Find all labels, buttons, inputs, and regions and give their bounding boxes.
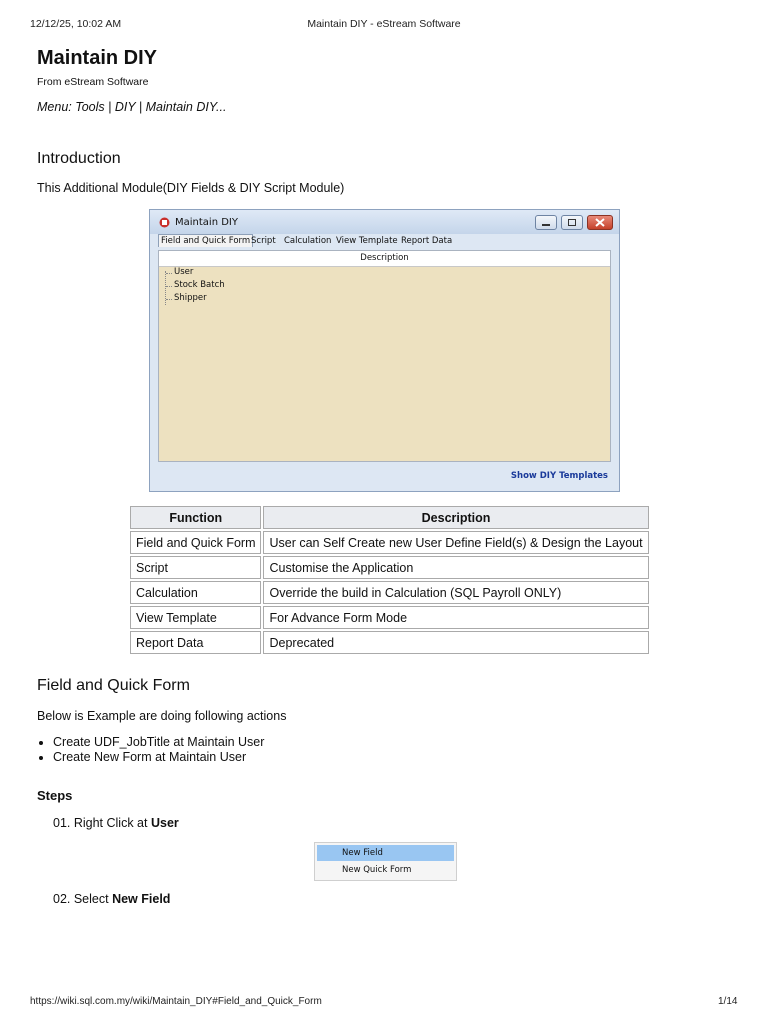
steps-heading: Steps [37,788,73,803]
tree-panel [158,250,611,462]
table-row [130,631,649,654]
minimize-icon [536,216,556,229]
restore-button[interactable] [561,215,583,230]
table-cell: Calculation [130,581,261,604]
table-row [130,606,649,629]
description-column-header: Description [159,251,610,267]
tab-script[interactable]: Script [251,236,276,246]
minimize-button[interactable] [535,215,557,230]
list-item: • Create New Form at Maintain User [53,750,264,765]
tree-tick [166,286,172,287]
tree-item-user[interactable]: User [174,267,194,277]
table-header-description: Description [263,506,648,529]
print-page-number: 1/14 [718,996,738,1007]
page-title: Maintain DIY [37,47,158,69]
print-datetime: 12/12/25, 10:02 AM [30,18,122,30]
window-title: Maintain DIY [175,217,238,228]
context-menu-new-quick-form[interactable]: New Quick Form [342,865,412,875]
print-url: https://wiki.sql.com.my/wiki/Maintain_DIY#Field_and_Quick_Form [30,996,322,1007]
table-cell: Customise the Application [263,556,648,579]
tree-tick [166,273,172,274]
table-cell: For Advance Form Mode [263,606,648,629]
restore-icon [562,216,582,229]
page-source: From eStream Software [37,76,149,88]
tab-report-data[interactable]: Report Data [401,236,453,246]
function-table [128,504,651,656]
introduction-text: This Additional Module(DIY Fields & DIY Script Module) [37,181,345,195]
tree-item-stock-batch[interactable]: Stock Batch [174,280,225,290]
maintain-diy-window [149,209,620,492]
tab-view-template[interactable]: View Template [336,236,398,246]
print-doc-title: Maintain DIY - eStream Software [307,18,461,30]
table-row [130,581,649,604]
introduction-heading: Introduction [37,150,121,167]
tab-calculation[interactable]: Calculation [284,236,332,246]
close-icon [588,216,612,229]
context-menu-new-field[interactable]: New Field [317,845,454,861]
table-header-function: Function [130,506,261,529]
field-and-quick-form-heading: Field and Quick Form [37,677,190,694]
field-section-text: Below is Example are doing following actions [37,709,287,723]
table-cell: Script [130,556,261,579]
table-row [130,556,649,579]
close-button[interactable] [587,215,613,230]
step-1-target: User [150,816,179,830]
step-2 [53,892,170,906]
table-cell: Field and Quick Form [130,531,261,554]
menu-path: Menu: Tools | DIY | Maintain DIY... [37,100,227,114]
action-list [37,735,264,765]
step-2-target: New Field [112,892,171,906]
tree-item-shipper[interactable]: Shipper [174,293,207,303]
table-cell: View Template [130,606,261,629]
list-item: • Create UDF_JobTitle at Maintain User [53,735,264,750]
app-icon [159,217,170,228]
step-1 [53,816,179,830]
tab-field-and-quick-form[interactable]: Field and Quick Form [158,234,253,247]
context-menu [314,842,457,881]
table-cell: User can Self Create new User Define Field(s) & Design the Layout [263,531,648,554]
show-diy-templates-link[interactable]: Show DIY Templates [510,471,608,481]
step-1-text: 01. Right Click at [53,816,151,830]
tree-tick [166,299,172,300]
table-cell: Deprecated [263,631,648,654]
table-cell: Report Data [130,631,261,654]
step-2-text: 02. Select [53,892,113,906]
table-row [130,531,649,554]
table-cell: Override the build in Calculation (SQL Payroll ONLY) [263,581,648,604]
window-title-bar [150,210,619,234]
